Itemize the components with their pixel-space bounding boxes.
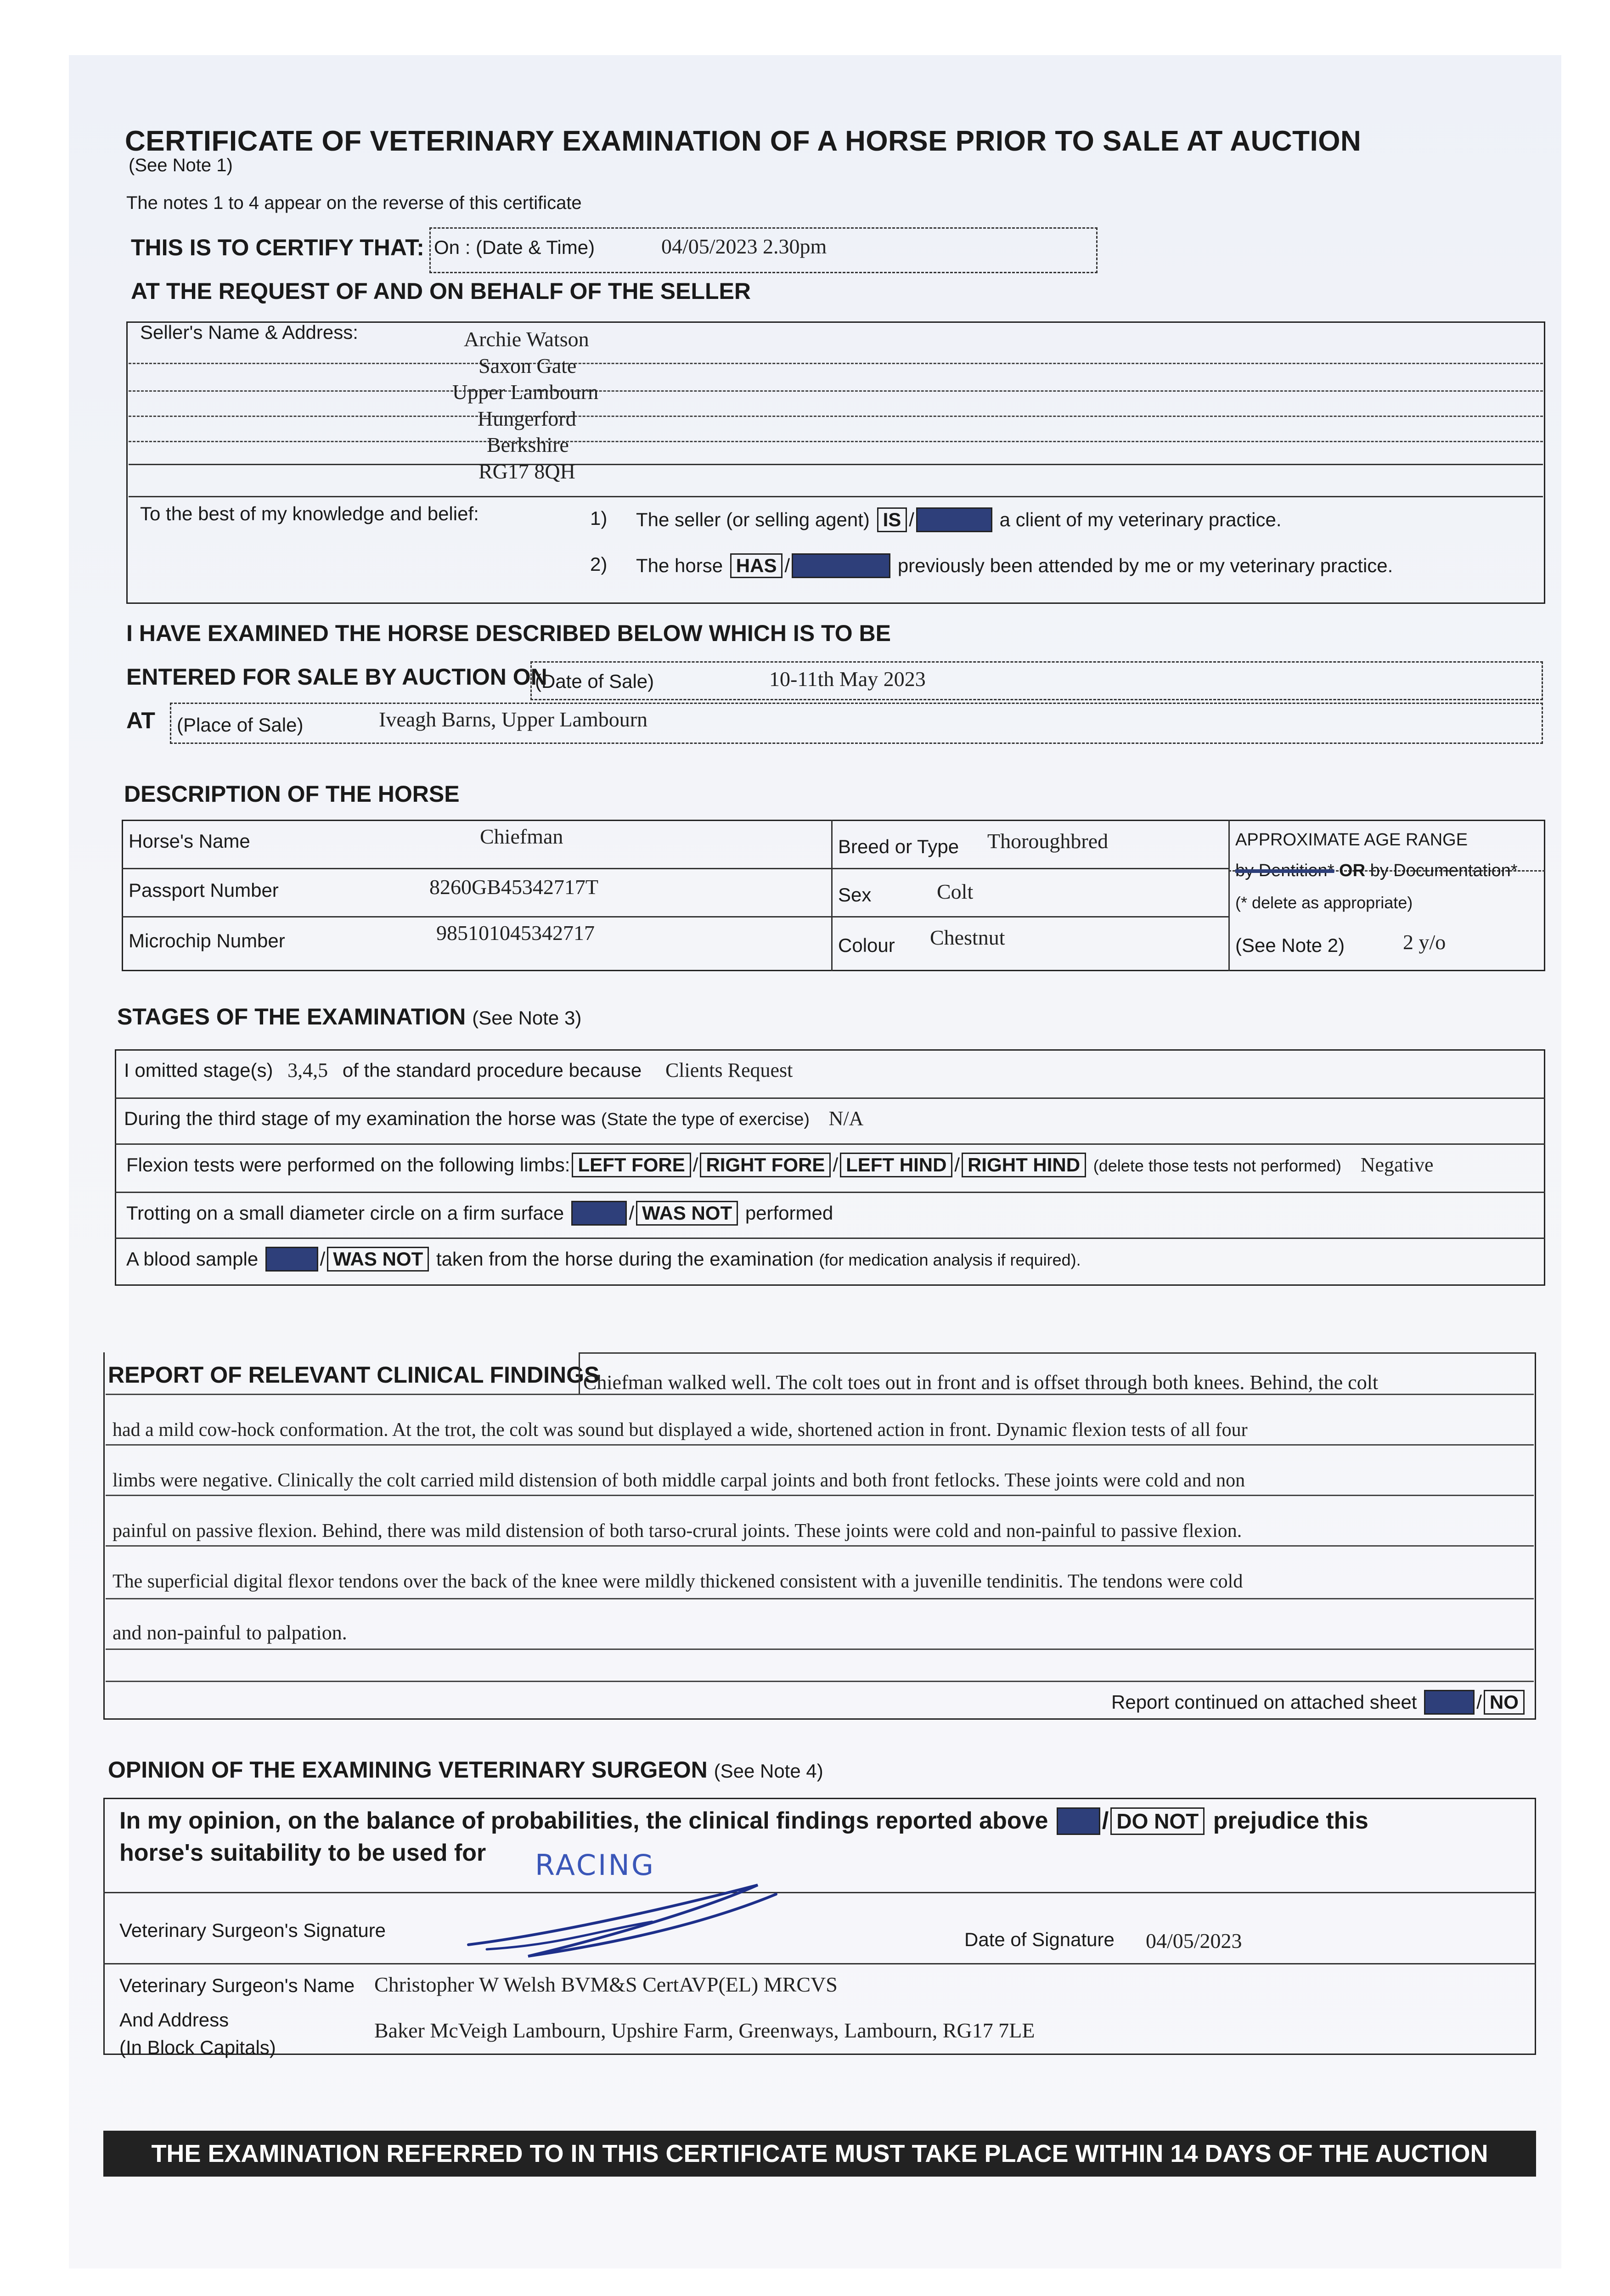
sex-value: Colt [937,880,974,903]
blood-has-struck[interactable]: HAS [265,1247,318,1272]
surgeon-address-label: And Address [119,2009,229,2031]
seller-address-line: RG17 8QH [478,460,575,483]
seller-name-label: Seller's Name & Address: [140,321,358,343]
third-stage-row: During the third stage of my examination the horse was (State the type of exercise) N/A [124,1107,864,1130]
notes-line: The notes 1 to 4 appear on the reverse of this certificate [126,193,582,213]
report-continued-row: Report continued on attached sheet YES / NO [1111,1690,1526,1715]
sale-date-value: 10-11th May 2023 [769,667,926,691]
continued-no[interactable]: NO [1484,1690,1525,1715]
sale-place-field [170,703,1543,744]
flexion-left-fore[interactable]: LEFT FORE [572,1153,691,1177]
horse-description-heading: DESCRIPTION OF THE HORSE [124,781,460,807]
surgeon-name-value: Christopher W Welsh BVM&S CertAVP(EL) MRCVS [374,1973,838,1996]
by-documentation[interactable]: by Documentation* [1370,861,1518,880]
surgeon-address-label-2: (In Block Capitals) [119,2037,276,2058]
omitted-stages-value: 3,4,5 [287,1059,328,1081]
passport-value: 8260GB45342717T [429,875,598,899]
exam-datetime-value: 04/05/2023 2.30pm [661,235,827,258]
age-note: (See Note 2) [1235,934,1345,956]
opinion-heading: OPINION OF THE EXAMINING VETERINARY SURGEON (See Note 4) [108,1757,823,1783]
report-heading: REPORT OF RELEVANT CLINICAL FINDINGS [108,1362,600,1388]
sale-place-label: (Place of Sale) [177,714,304,736]
breed-label: Breed or Type [838,836,959,857]
report-line: had a mild cow-hock conformation. At the trot, the colt was sound but displayed a wide, shortened action in front. Dynamic flexion tests of all four [113,1419,1248,1441]
horse-name-label: Horse's Name [129,830,250,852]
seller-address-line: Hungerford [478,407,576,430]
horse-attended-statement: The horse HAS / HAS NOT previously been attended by me or my veterinary practice. [636,553,1393,578]
use-value-handwritten: RACING [535,1848,655,1882]
report-line: painful on passive flexion. Behind, there was mild distension of both tarso-crural joints. These joints were cold and non-painful to passive flexion. [113,1520,1242,1542]
omitted-stages-row: I omitted stage(s) 3,4,5 of the standard procedure because Clients Request [124,1059,793,1081]
age-delete-note: (* delete as appropriate) [1235,893,1413,912]
sale-date-field [530,661,1543,700]
surgeon-name-label: Veterinary Surgeon's Name [119,1975,355,1996]
breed-value: Thoroughbred [987,829,1109,853]
colour-label: Colour [838,934,895,956]
sex-label: Sex [838,884,872,906]
certify-label: THIS IS TO CERTIFY THAT: [131,235,424,260]
item-2-number: 2) [590,553,608,575]
signature-label: Veterinary Surgeon's Signature [119,1919,386,1941]
signature-date-value: 04/05/2023 [1146,1929,1242,1953]
trot-was-struck[interactable]: WAS [571,1201,627,1226]
passport-label: Passport Number [129,879,279,901]
blood-sample-row: A blood sample HAS / WAS NOT taken from the horse during the examination (for medication analysis if required). [126,1247,1081,1272]
seller-client-statement: The seller (or selling agent) IS / IS NOT a client of my veterinary practice. [636,507,1282,532]
item-1-number: 1) [590,507,608,529]
omitted-reason-value: Clients Request [665,1059,793,1081]
seller-address-line: Berkshire [487,433,569,456]
seller-address-line: Upper Lambourn [452,380,599,404]
option-is[interactable]: IS [877,507,907,532]
microchip-label: Microchip Number [129,930,285,951]
footer-banner: THE EXAMINATION REFERRED TO IN THIS CERTIFICATE MUST TAKE PLACE WITHIN 14 DAYS OF THE AUCTION [103,2131,1536,2177]
microchip-value: 985101045342717 [436,921,595,945]
certificate-title: CERTIFICATE OF VETERINARY EXAMINATION OF A HORSE PRIOR TO SALE AT AUCTION [125,125,1362,157]
entered-for-sale-label: ENTERED FOR SALE BY AUCTION ON [126,664,547,690]
opinion-statement-line2: horse's suitability to be used for [119,1840,486,1866]
sale-heading: I HAVE EXAMINED THE HORSE DESCRIBED BELOW WHICH IS TO BE [126,620,891,646]
flexion-right-hind[interactable]: RIGHT HIND [962,1153,1086,1177]
opinion-statement: In my opinion, on the balance of probabilities, the clinical findings reported above DO / DO NOT prejudice this [119,1807,1368,1834]
seller-address-line: Saxon Gate [478,354,577,377]
trotting-row: Trotting on a small diameter circle on a firm surface WAS / WAS NOT performed [126,1201,833,1226]
at-label: AT [126,708,155,733]
stages-heading: STAGES OF THE EXAMINATION (See Note 3) [117,1004,582,1030]
report-line: Chiefman walked well. The colt toes out in front and is offset through both knees. Behind, the colt [583,1371,1379,1394]
flexion-right-fore[interactable]: RIGHT FORE [700,1153,831,1177]
horse-name-value: Chiefman [480,825,563,848]
age-value: 2 y/o [1403,930,1446,954]
option-is-not-struck[interactable]: IS NOT [916,507,992,532]
flexion-result-value: Negative [1360,1154,1434,1176]
flexion-left-hind[interactable]: LEFT HIND [840,1153,952,1177]
seller-heading: AT THE REQUEST OF AND ON BEHALF OF THE SELLER [131,278,751,304]
sale-place-value: Iveagh Barns, Upper Lambourn [379,708,648,731]
signature-image [459,1876,790,1963]
opinion-do-struck[interactable]: DO [1057,1807,1100,1835]
blood-was-not[interactable]: WAS NOT [327,1247,429,1272]
continued-yes-struck[interactable]: YES [1424,1690,1475,1715]
by-dentition-struck[interactable]: by Dentition* [1235,861,1334,880]
knowledge-label: To the best of my knowledge and belief: [140,503,479,524]
signature-date-label: Date of Signature [964,1929,1115,1950]
colour-value: Chestnut [930,926,1005,949]
report-line: limbs were negative. Clinically the colt carried mild distension of both middle carpal joints and both front fetlocks. These joints were cold and non [113,1470,1245,1491]
age-range-heading: APPROXIMATE AGE RANGE [1235,830,1468,850]
report-line: and non-painful to palpation. [113,1621,347,1644]
third-stage-value: N/A [828,1107,864,1130]
exam-datetime-label: On : (Date & Time) [434,236,595,258]
age-method: by Dentition* OR by Documentation* [1235,861,1518,880]
seller-address-line: Archie Watson [464,327,589,351]
see-note-1: (See Note 1) [129,155,233,175]
sale-date-label: (Date of Sale) [535,670,654,692]
trot-was-not[interactable]: WAS NOT [636,1201,738,1226]
report-line: The superficial digital flexor tendons over the back of the knee were mildly thickened consistent with a juvenille tendinitis. The tendons were cold [113,1571,1243,1592]
flexion-row: Flexion tests were performed on the following limbs: LEFT FORE / RIGHT FORE / LEFT HIND / RIGHT HIND (delete those tests not performed) Negative [126,1153,1434,1177]
option-has-not-struck[interactable]: HAS NOT [792,553,890,578]
opinion-do-not[interactable]: DO NOT [1110,1807,1205,1835]
surgeon-address-value: Baker McVeigh Lambourn, Upshire Farm, Greenways, Lambourn, RG17 7LE [374,2019,1035,2042]
option-has[interactable]: HAS [730,553,783,578]
